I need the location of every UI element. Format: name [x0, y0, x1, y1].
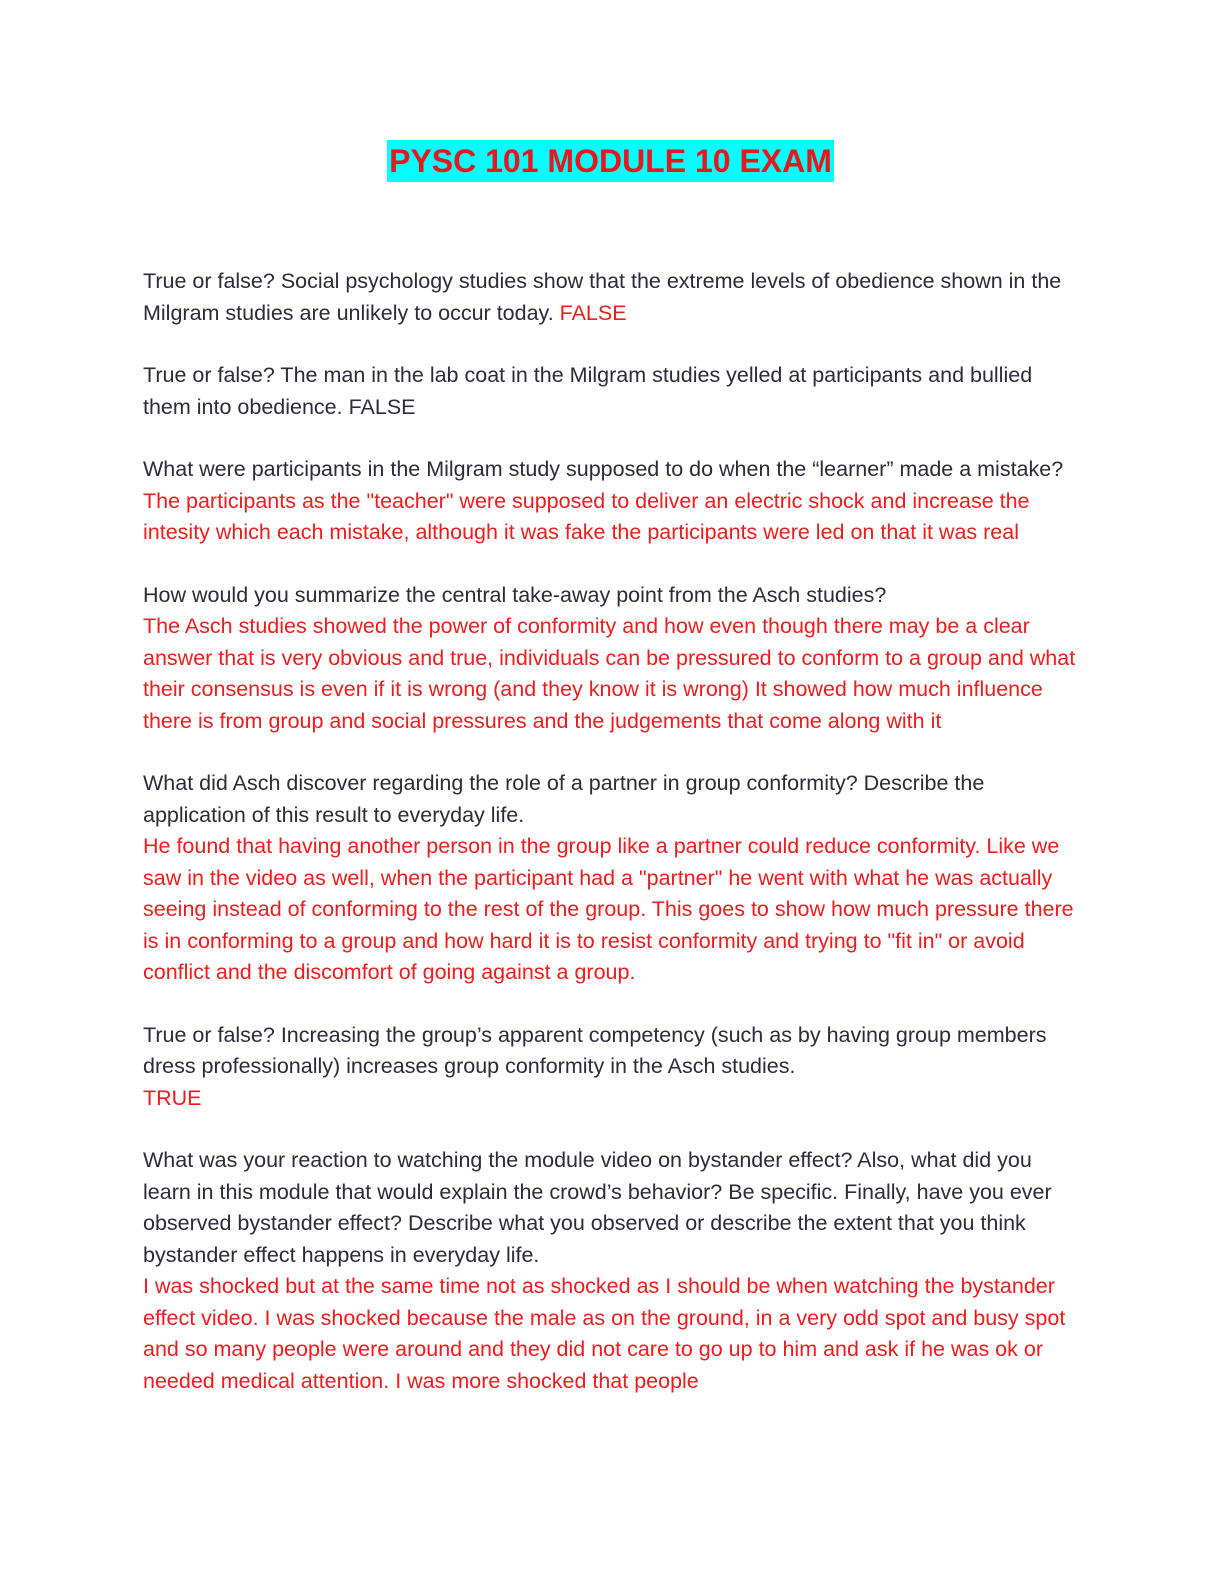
qa-item-7	[143, 1145, 1078, 1397]
qa-item-3	[143, 454, 1078, 549]
qa-item-4	[143, 580, 1078, 738]
answer-text: TRUE	[143, 1085, 202, 1110]
question-text: True or false? The man in the lab coat in the Milgram studies yelled at participants and bullied them into obedience. FALSE	[143, 363, 1033, 419]
exam-document	[143, 140, 1078, 1428]
question-text: What were participants in the Milgram study supposed to do when the “learner” made a mistake?	[143, 457, 1064, 481]
page-title: PYSC 101 MODULE 10 EXAM	[387, 140, 834, 182]
qa-item-1	[143, 266, 1078, 329]
question-text: True or false? Increasing the group’s apparent competency (such as by having group members dress professionally) increases group conformity in the Asch studies.	[143, 1022, 1047, 1078]
answer-text: The participants as the "teacher" were supposed to deliver an electric shock and increase the intesity which each mistake, although it was fake the participants were led on that it was real	[143, 488, 1030, 544]
qa-item-5	[143, 768, 1078, 989]
qa-item-6	[143, 1020, 1078, 1115]
answer-text: FALSE	[559, 300, 627, 325]
title-container	[143, 140, 1078, 182]
answer-text: The Asch studies showed the power of conformity and how even though there may be a clear answer that is very obvious and true, individuals can be pressured to conform to a group and what their consensus is even if it is wrong (and they know it is wrong) It showed how much influence there is from group and social pressures and the judgements that come along with it	[143, 614, 1076, 733]
question-text: How would you summarize the central take-away point from the Asch studies?	[143, 582, 887, 607]
answer-text: I was shocked but at the same time not as shocked as I should be when watching the bystander effect video. I was shocked because the male as on the ground, in a very odd spot and busy spot and so many people were around and they did not care to go up to him and ask if he was ok or needed medical attention. I was more shocked that people	[143, 1274, 1066, 1393]
qa-item-2	[143, 360, 1078, 423]
answer-text: He found that having another person in the group like a partner could reduce conformity. Like we saw in the video as well, when the participant had a "partner" he went with what he was actually seeing instead of conforming to the rest of the group. This goes to show how much pressure there is in conforming to a group and how hard it is to resist conformity and trying to "fit in" or avoid conflict and the discomfort of going against a group.	[143, 834, 1074, 984]
question-text: What did Asch discover regarding the role of a partner in group conformity? Describe the application of this result to everyday life.	[143, 771, 985, 827]
question-text: True or false? Social psychology studies show that the extreme levels of obedience shown in the Milgram studies are unlikely to occur today.	[143, 269, 1062, 325]
question-text: What was your reaction to watching the module video on bystander effect? Also, what did you learn in this module that would explain the crowd’s behavior? Be specific. Finally, have you ever observed bystander effect? Describe what you observed or describe the extent that you think bystander effect happens in everyday life.	[143, 1148, 1052, 1267]
